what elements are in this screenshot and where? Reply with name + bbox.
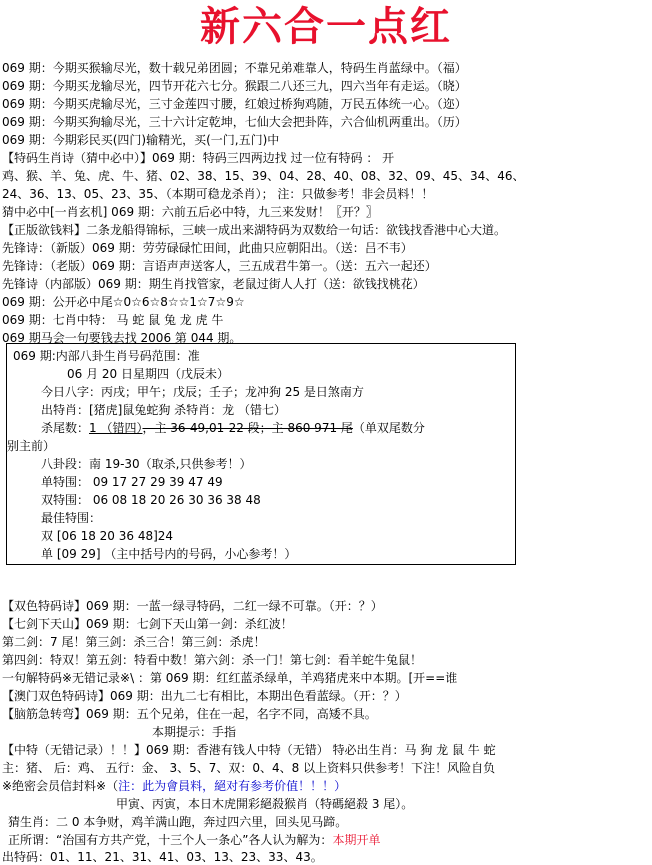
vip-label: ※绝密会员信封料※（ xyxy=(2,779,119,793)
text-line: 先锋诗：（老版）069 期：言语声声送客人，三五成君牛第一。（送：五六一起还） xyxy=(2,259,437,273)
box-line: 最佳特围： xyxy=(41,511,102,525)
text-line: 069 期：今期买猴输尽光，数十载兄弟团圆；不靠兄弟难靠人，特码生肖蓝绿中。（福） xyxy=(2,61,467,75)
saying-text: 正所谓：“治国有方共产党，十三个人一条心”各人认为解为： xyxy=(8,833,333,847)
box-line: 双 [06 18 20 36 48]24 xyxy=(41,529,174,543)
text-line: 069 期马会一句要钱去找 2006 第 044 期。 xyxy=(2,331,242,345)
main-range: ，主 36-49,01-22 段；主 860 971 尾 xyxy=(142,421,353,435)
text-line: 甲寅、丙寅，本日木虎開彩絕殺猴肖（特碼絕殺 3 尾）。 xyxy=(116,797,414,811)
box-line: 双特围： 06 08 18 20 26 30 36 38 48 xyxy=(41,493,261,507)
bagua-info-box xyxy=(6,343,516,565)
text-line: 069 期：公开必中尾☆0☆6☆8☆☆1☆7☆9☆ xyxy=(2,295,245,309)
odd-even-note: （单双尾数分 xyxy=(352,421,425,435)
text-line: 主：猪、 后：鸡、 五行：金、 3、5、7、双：0、4、8 以上资料只供参考！下注！风险自负 xyxy=(2,761,496,775)
kill-tail-value: 1 （错四） xyxy=(89,421,143,435)
text-line: 【中特（无错记录）！！】069 期：香港有钱人中特（无错） 特必出生肖：马 狗 龙 鼠 牛 蛇 xyxy=(2,743,496,757)
saying-line xyxy=(8,832,380,848)
text-line: 第四剑：特双！第五剑：特看中数！第六剑：杀一门！第七剑：看羊蛇牛兔鼠！ xyxy=(2,653,423,667)
text-line: 鸡、猴、羊、兔、虎、牛、猪、02、38、15、39、04、28、40、08、32、09、45、34、46、 xyxy=(2,169,525,183)
text-line: 先锋诗：（新版）069 期：劳劳碌碌忙田间，此曲只应朝阳出。（送：吕不韦） xyxy=(2,241,413,255)
box-line: 出特肖：[猪虎]鼠兔蛇狗 杀特肖：龙 （错七） xyxy=(41,403,286,417)
text-line: 【双色特码诗】069 期：一蓝一绿寻特码，二红一绿不可靠。（开：？） xyxy=(2,599,383,613)
text-line: 24、36、13、05、23、35、（本期可稳龙杀肖）； 注：只做参考！非会员料！！ xyxy=(2,187,434,201)
text-line: 069 期：七肖中特： 马 蛇 鼠 兔 龙 虎 牛 xyxy=(2,313,224,327)
box-line: 今日八字：丙戌；甲午；戊辰；壬子；龙冲狗 25 是日煞南方 xyxy=(41,385,364,399)
box-line: 八卦段：南 19-30（取杀,只供参考！） xyxy=(41,457,252,471)
text-line: 【七剑下天山】069 期：七剑下天山第一剑：杀红波！ xyxy=(2,617,293,631)
box-line: 单 [09 29] （主中括号内的号码，小心参考！） xyxy=(41,547,297,561)
box-line: 别主前） xyxy=(7,439,56,453)
special-label: 出特码： xyxy=(2,850,51,864)
box-line xyxy=(41,420,425,436)
text-line: 一句解特码※无错记录※\ ：第 069 期：红红蓝杀绿单，羊鸡猪虎来中本期。[开==谁 xyxy=(2,671,458,685)
text-line: 069 期：今期彩民买(四门)输精光，买(一门,五门)中 xyxy=(2,133,280,147)
text-line: 【脑筋急转弯】069 期：五个兄弟，住在一起，名字不同，高矮不具。 xyxy=(2,707,377,721)
text-line: 先锋诗（内部版）069 期：期生肖找管家，老鼠过街人人打（送：欲钱找桃花） xyxy=(2,277,425,291)
box-line: 06 月 20 日星期四（戊辰未） xyxy=(67,367,229,381)
text-line: 069 期：今期买虎输尽光，三寸金莲四寸腰，红娘过桥狗鸡随，万民五体统一心。（迩） xyxy=(2,97,467,111)
text-line: 第二剑：7 尾！第三剑：杀三合！第三剑：杀虎！ xyxy=(2,635,266,649)
text-line: 本期提示：手指 xyxy=(152,725,237,739)
text-line: 【正版欲钱料】二条龙船得锦标，三峡一成出来湖特码为双数给一句话：欲钱找香港中心大道。 xyxy=(2,223,507,237)
text-line: 069 期：今期买狗输尽光，三十六计定乾坤，七仙大会把卦阵，六合仙机两重出。（历） xyxy=(2,115,467,129)
box-line: 069 期:内部八卦生肖号码范围：准 xyxy=(13,349,200,363)
text-line: 猜中必中[一肖玄机] 069 期：六前五后必中特，九三来发财！〖开？〗 xyxy=(2,205,378,219)
saying-answer: 本期开单 xyxy=(332,833,381,847)
text-line: 069 期：今期买龙输尽光，四节开花六七分。猴跟二八还三九，四六当年有走运。（晓） xyxy=(2,79,467,93)
text-line: 【特码生肖诗（猜中必中）】069 期：特码三四两边找 过一位有特码 ： 开 xyxy=(2,151,395,165)
special-numbers: 01、11、21、31、41、03、13、23、33、43。 xyxy=(50,850,323,864)
box-line: 单特围： 09 17 27 29 39 47 49 xyxy=(41,475,223,489)
kill-tail-label: 杀尾数： xyxy=(41,421,90,435)
page-title: 新六合一点红 xyxy=(200,3,452,50)
vip-note: 注：此为會員料，絕对有参考价值！！！） xyxy=(118,779,347,793)
vip-line xyxy=(2,778,346,794)
riddle-line: 猜生肖：二 0 本争财，鸡羊满山跑，奔过四六里，回头见马蹄。 xyxy=(8,815,348,829)
special-line xyxy=(2,849,323,865)
text-line: 【澳门双色特码诗】069 期：出九二七有相比，本期出色看蓝绿。（开：？） xyxy=(2,689,407,703)
